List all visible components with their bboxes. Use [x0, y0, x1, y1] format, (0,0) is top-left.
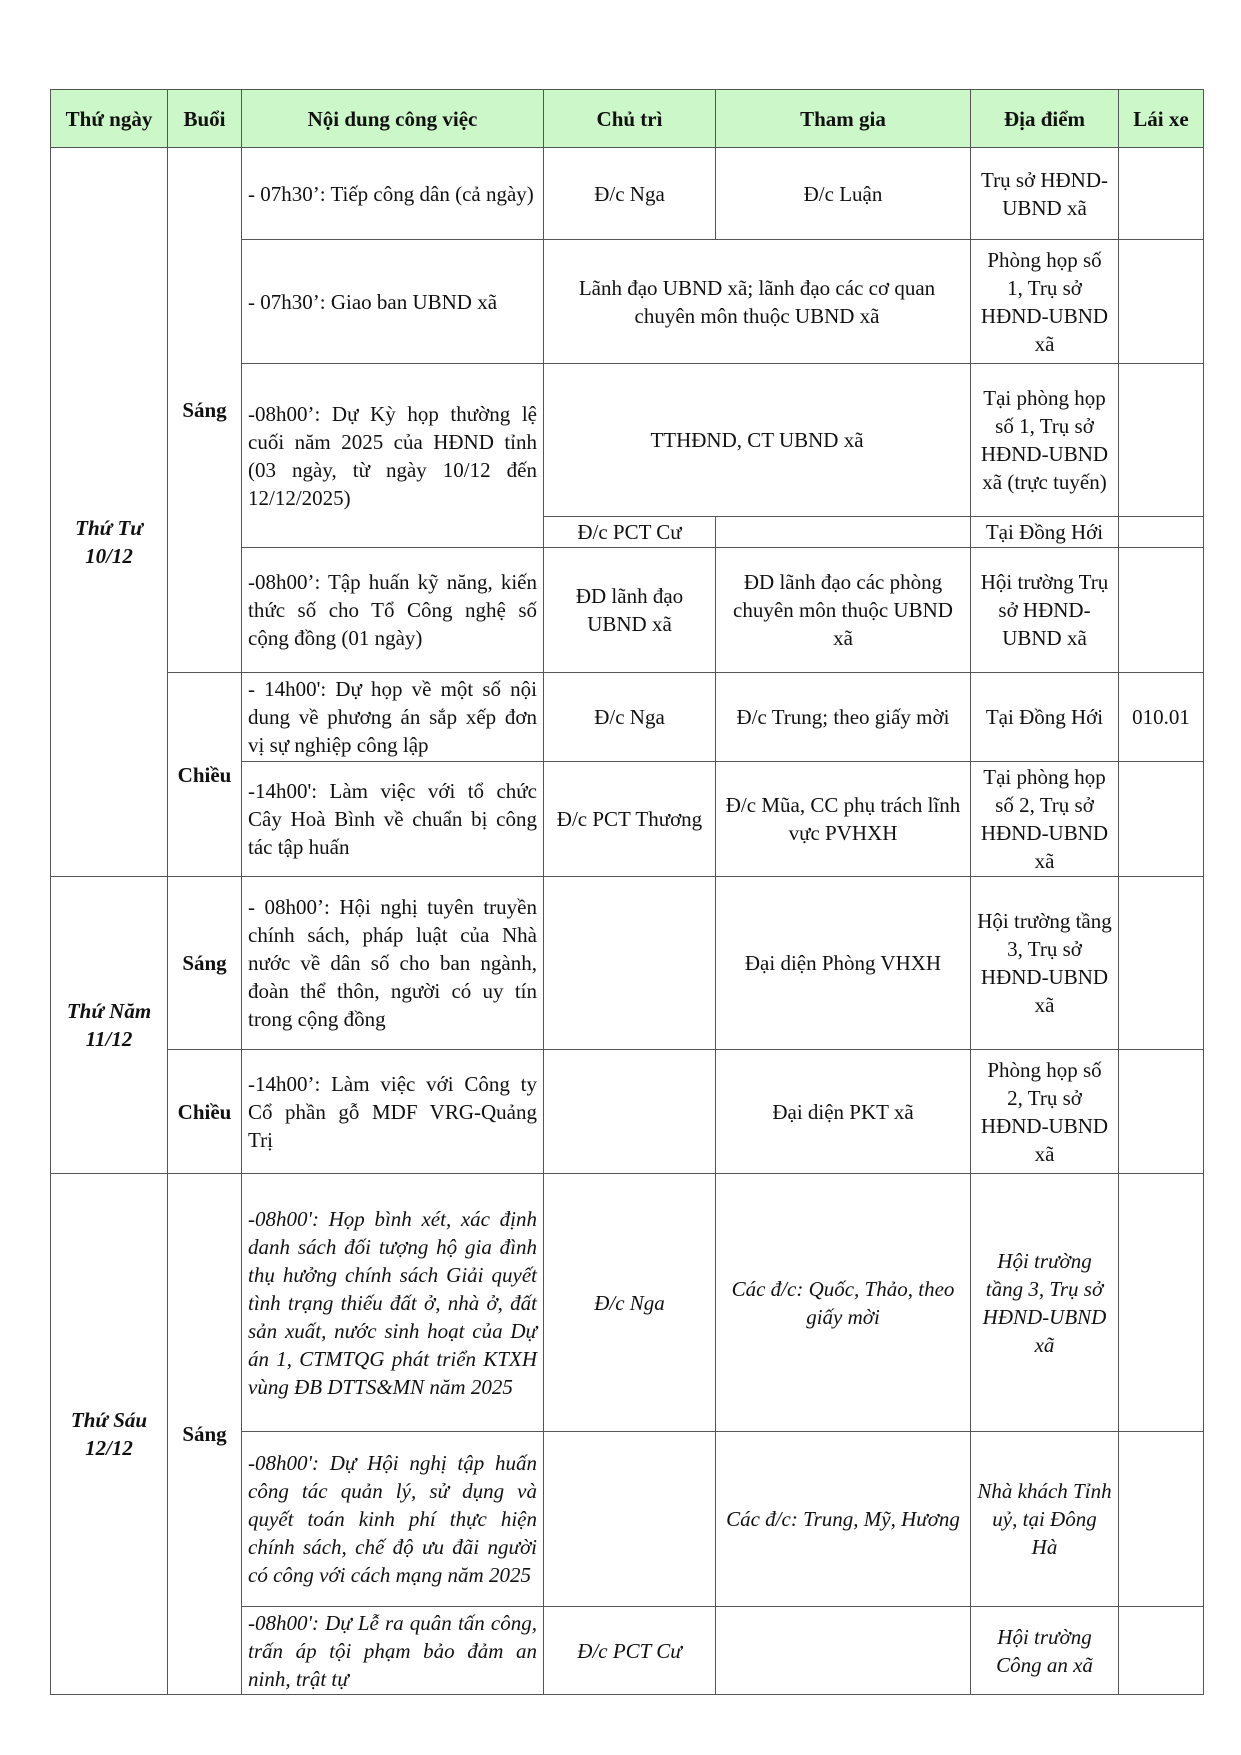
participants-cell: Đại diện Phòng VHXH — [716, 877, 971, 1050]
chair-cell: Đ/c Nga — [544, 1174, 716, 1432]
location-cell: Hội trường Công an xã — [971, 1607, 1119, 1695]
chair-cell: Đ/c Nga — [544, 148, 716, 240]
day-cell: Thứ Sáu 12/12 — [51, 1174, 168, 1695]
chair-participants-cell: TTHĐND, CT UBND xã — [544, 364, 971, 517]
col-header-participants: Tham gia — [716, 90, 971, 148]
col-header-content: Nội dung công việc — [242, 90, 544, 148]
driver-cell — [1119, 517, 1204, 548]
session-cell: Chiều — [168, 673, 242, 877]
driver-cell — [1119, 877, 1204, 1050]
content-cell: -14h00’: Làm việc với Công ty Cổ phần gỗ MDF VRG-Quảng Trị — [242, 1050, 544, 1174]
location-cell: Phòng họp số 2, Trụ sở HĐND-UBND xã — [971, 1050, 1119, 1174]
schedule-table — [50, 89, 1204, 1695]
table-row — [51, 877, 1204, 1050]
location-cell: Phòng họp số 1, Trụ sở HĐND-UBND xã — [971, 240, 1119, 364]
chair-cell: Đ/c Nga — [544, 673, 716, 762]
location-cell: Tại phòng họp số 2, Trụ sở HĐND-UBND xã — [971, 762, 1119, 877]
participants-cell: Đ/c Mũa, CC phụ trách lĩnh vực PVHXH — [716, 762, 971, 877]
content-cell: -08h00': Dự Lễ ra quân tấn công, trấn áp tội phạm bảo đảm an ninh, trật tự — [242, 1607, 544, 1695]
location-cell: Hội trường tầng 3, Trụ sở HĐND-UBND xã — [971, 877, 1119, 1050]
location-cell: Tại Đồng Hới — [971, 517, 1119, 548]
chair-cell: Đ/c PCT Cư — [544, 517, 716, 548]
day-cell: Thứ Năm 11/12 — [51, 877, 168, 1174]
session-cell: Sáng — [168, 148, 242, 673]
driver-cell — [1119, 148, 1204, 240]
col-header-session: Buổi — [168, 90, 242, 148]
location-cell: Tại Đồng Hới — [971, 673, 1119, 762]
content-cell: -08h00’: Tập huấn kỹ năng, kiến thức số cho Tổ Công nghệ số cộng đồng (01 ngày) — [242, 548, 544, 673]
table-row — [51, 1050, 1204, 1174]
participants-cell: Đại diện PKT xã — [716, 1050, 971, 1174]
location-cell: Trụ sở HĐND-UBND xã — [971, 148, 1119, 240]
driver-cell — [1119, 1607, 1204, 1695]
driver-cell: 010.01 — [1119, 673, 1204, 762]
location-cell: Tại phòng họp số 1, Trụ sở HĐND-UBND xã (trực tuyến) — [971, 364, 1119, 517]
chair-cell — [544, 877, 716, 1050]
table-row — [51, 1174, 1204, 1432]
col-header-driver: Lái xe — [1119, 90, 1204, 148]
driver-cell — [1119, 762, 1204, 877]
day-cell: Thứ Tư 10/12 — [51, 148, 168, 877]
session-cell: Sáng — [168, 877, 242, 1050]
location-cell: Nhà khách Tỉnh uỷ, tại Đông Hà — [971, 1432, 1119, 1607]
participants-cell — [716, 1607, 971, 1695]
content-cell: - 07h30’: Giao ban UBND xã — [242, 240, 544, 364]
table-row — [51, 148, 1204, 240]
participants-cell: Đ/c Trung; theo giấy mời — [716, 673, 971, 762]
driver-cell — [1119, 1174, 1204, 1432]
driver-cell — [1119, 1050, 1204, 1174]
driver-cell — [1119, 548, 1204, 673]
content-cell: - 14h00': Dự họp về một số nội dung về phương án sắp xếp đơn vị sự nghiệp công lập — [242, 673, 544, 762]
table-row — [51, 673, 1204, 762]
participants-cell: Các đ/c: Quốc, Thảo, theo giấy mời — [716, 1174, 971, 1432]
content-cell: -08h00’: Dự Kỳ họp thường lệ cuối năm 2025 của HĐND tỉnh (03 ngày, từ ngày 10/12 đến 12/12/2025) — [242, 364, 544, 548]
driver-cell — [1119, 1432, 1204, 1607]
header-row — [51, 90, 1204, 148]
content-cell: - 07h30’: Tiếp công dân (cả ngày) — [242, 148, 544, 240]
chair-cell — [544, 1432, 716, 1607]
driver-cell — [1119, 364, 1204, 517]
participants-cell: Đ/c Luận — [716, 148, 971, 240]
participants-cell: Các đ/c: Trung, Mỹ, Hương — [716, 1432, 971, 1607]
content-cell: -14h00': Làm việc với tổ chức Cây Hoà Bình về chuẩn bị công tác tập huấn — [242, 762, 544, 877]
col-header-chair: Chủ trì — [544, 90, 716, 148]
driver-cell — [1119, 240, 1204, 364]
chair-cell — [544, 1050, 716, 1174]
col-header-location: Địa điểm — [971, 90, 1119, 148]
chair-cell: Đ/c PCT Thương — [544, 762, 716, 877]
chair-cell: ĐD lãnh đạo UBND xã — [544, 548, 716, 673]
chair-participants-cell: Lãnh đạo UBND xã; lãnh đạo các cơ quan chuyên môn thuộc UBND xã — [544, 240, 971, 364]
location-cell: Hội trường tầng 3, Trụ sở HĐND-UBND xã — [971, 1174, 1119, 1432]
participants-cell — [716, 517, 971, 548]
session-cell: Sáng — [168, 1174, 242, 1695]
location-cell: Hội trường Trụ sở HĐND-UBND xã — [971, 548, 1119, 673]
chair-cell: Đ/c PCT Cư — [544, 1607, 716, 1695]
content-cell: -08h00': Dự Hội nghị tập huấn công tác quản lý, sử dụng và quyết toán kinh phí thực hiện chính sách, chế độ ưu đãi người có công với cách mạng năm 2025 — [242, 1432, 544, 1607]
content-cell: -08h00': Họp bình xét, xác định danh sách đối tượng hộ gia đình thụ hưởng chính sách Giải quyết tình trạng thiếu đất ở, nhà ở, đất sản xuất, nước sinh hoạt của Dự án 1, CTMTQG phát triển KTXH vùng ĐB DTTS&MN năm 2025 — [242, 1174, 544, 1432]
content-cell: - 08h00’: Hội nghị tuyên truyền chính sách, pháp luật của Nhà nước về dân số cho ban ngành, đoàn thể thôn, người có uy tín trong cộng đồng — [242, 877, 544, 1050]
col-header-day: Thứ ngày — [51, 90, 168, 148]
participants-cell: ĐD lãnh đạo các phòng chuyên môn thuộc UBND xã — [716, 548, 971, 673]
session-cell: Chiều — [168, 1050, 242, 1174]
